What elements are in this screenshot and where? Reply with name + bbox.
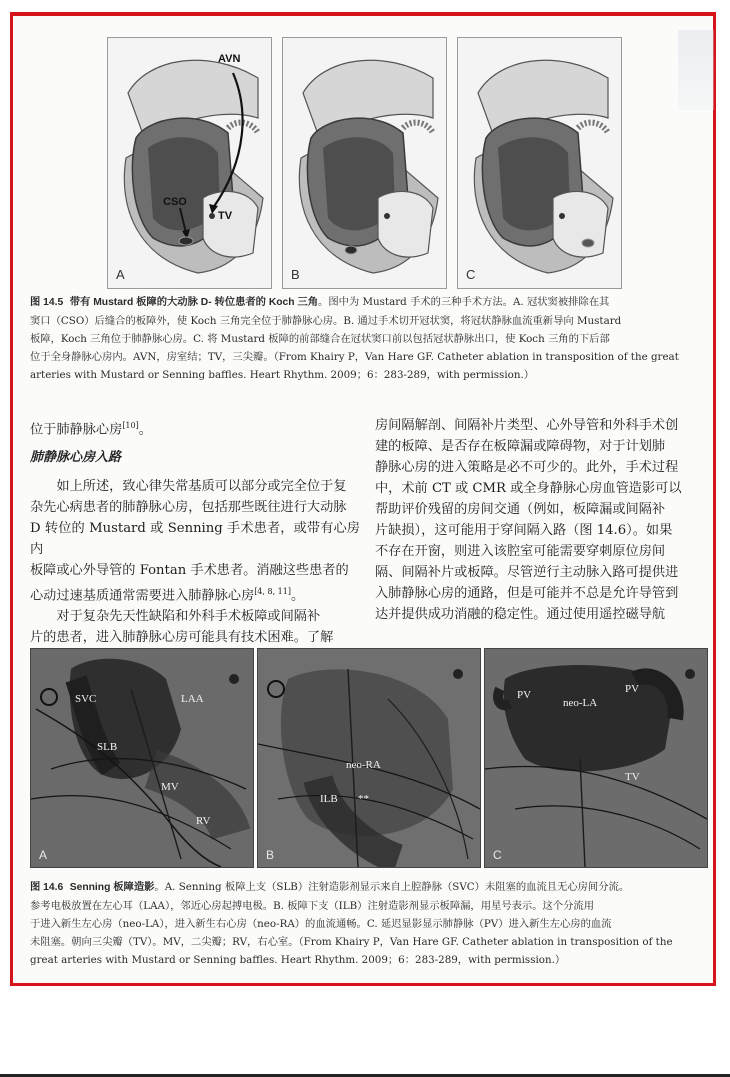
line: 对于复杂先天性缺陷和外科手术板障或间隔补 — [56, 609, 321, 625]
line: 帮助评价残留的房间交通（例如，板障漏或间隔补 — [375, 502, 666, 517]
panel-letter: A — [116, 267, 125, 282]
citation: [4, 8, 11] — [254, 587, 291, 596]
text: 。 — [290, 588, 305, 604]
figure-14-6-panel-b — [257, 648, 481, 868]
caption-line: 于进入新生左心房（neo-LA），进入新生右心房（neo-RA）的血流通畅。C. 延迟显影显示肺静脉（PV）进入新生左心房的血流 — [30, 918, 612, 930]
caption-text: 。图中为 Mustard 手术的三种手术方法。A. 冠状窦被排除在其 — [318, 296, 610, 308]
rv-label: RV — [196, 815, 211, 827]
citation: [10] — [122, 421, 139, 430]
line: 不存在开窗，则进入该腔室可能需要穿刺原位房间 — [375, 544, 666, 559]
left-paragraph-1 — [30, 476, 360, 648]
line: 房间隔解剖、间隔补片类型、心外导管和外科手术创 — [375, 418, 679, 433]
panel-letter: B — [291, 267, 300, 282]
caption-number: 图 14.6 — [30, 882, 64, 893]
line: 隔、间隔补片或板障。尽管逆行主动脉入路可提供进 — [375, 565, 679, 580]
ilb-label: ILB — [320, 793, 338, 805]
line: 如上所述，致心律失常基质可以部分或完全位于复 — [56, 479, 347, 494]
caption-title: Senning 板障造影 — [69, 882, 155, 893]
caption-number: 图 14.5 — [30, 297, 64, 308]
line: 杂先心病患者的肺静脉心房，包括那些既往进行大动脉 — [30, 500, 347, 515]
panel-letter: B — [266, 848, 275, 862]
line — [30, 581, 360, 606]
laa-label: LAA — [181, 693, 204, 705]
cso-label: CSO — [163, 196, 187, 208]
line: 片的患者，进入肺静脉心房可能具有技术困难。了解 — [30, 630, 334, 646]
figure-14-6-panel-c — [484, 648, 708, 868]
line: 建的板障、是否存在板障漏或障碍物，对于计划肺 — [375, 439, 666, 454]
line: 入肺静脉心房的通路，但是可能并不总是允许导管到 — [375, 586, 679, 601]
panel-letter: C — [493, 848, 502, 862]
neo-ra-label: neo-RA — [346, 759, 381, 771]
left-first-line — [30, 415, 360, 440]
tv-label: TV — [625, 771, 640, 783]
neo-la-label: neo-LA — [563, 697, 598, 709]
figure-14-6-panel-a — [30, 648, 254, 868]
caption-line: great arteries with Mustard or Senning baffles. Heart Rhythm. 2009；6：283-289，with permission.） — [30, 954, 566, 966]
caption-line: 板障，Koch 三角位于肺静脉心房。C. 将 Mustard 板障的前部缝合在冠状窦口前以包括冠状静脉出口，使 Koch 三角的下后部 — [30, 333, 610, 345]
figure-14-5-panel-b — [282, 37, 447, 289]
line: 板障或心外导管的 Fontan 手术患者。消融这些患者的 — [30, 563, 349, 578]
text: 。 — [138, 422, 152, 438]
line: 静脉心房的进入策略是必不可少的。此外，手术过程 — [375, 460, 679, 475]
figure-14-5 — [107, 37, 697, 287]
tv-label: TV — [218, 210, 233, 222]
pv-label-right: PV — [625, 683, 640, 695]
caption-line — [30, 293, 705, 312]
panel-letter: C — [466, 267, 476, 282]
line: 片缺损），这可能用于穿间隔入路（图 14.6）。如果 — [375, 523, 673, 538]
caption-text: 。A. Senning 板障上支（SLB）注射造影剂显示来自上腔静脉（SVC）未阻塞的血流且无心房间分流。 — [154, 881, 630, 893]
right-column — [375, 415, 705, 625]
figure-14-5-caption — [30, 293, 705, 384]
caption-line — [30, 878, 705, 897]
line: D 转位的 Mustard 或 Senning 手术患者，或带有心房内 — [30, 521, 360, 557]
text: 心动过速基质通常需要进入肺静脉心房 — [30, 588, 255, 604]
panel-letter: A — [39, 848, 48, 862]
caption-line: 未阻塞。朝向三尖瓣（TV）。MV，二尖瓣；RV，右心室。（From Khairy P，Van Hare GF. Catheter ablation in transposition of the — [30, 936, 673, 948]
line: 中，术前 CT 或 CMR 或全身静脉心房血管造影可以 — [375, 481, 682, 496]
caption-line: 参考电极放置在左心耳（LAA），邻近心房起搏电极。B. 板障下支（ILB）注射造影剂显示板障漏，用星号表示。这个分流用 — [30, 900, 594, 912]
caption-line: 窦口（CSO）后缝合的板障外，使 Koch 三角完全位于肺静脉心房。B. 通过手术切开冠状窦，将冠状静脉血流重新导向 Mustard — [30, 315, 622, 327]
slb-label: SLB — [97, 741, 118, 753]
section-heading: 肺静脉心房入路 — [30, 450, 122, 465]
avn-label: AVN — [218, 53, 241, 65]
figure-14-5-panel-a — [107, 37, 272, 289]
leak-stars: ** — [358, 793, 369, 805]
figure-14-6-caption — [30, 878, 705, 969]
pv-label-left: PV — [517, 689, 532, 701]
text: 位于肺静脉心房 — [30, 422, 123, 438]
mv-label: MV — [161, 781, 179, 793]
svc-label: SVC — [75, 693, 97, 705]
figure-14-5-panel-c — [457, 37, 622, 289]
caption-line: 位于全身静脉心房内。AVN，房室结；TV，三尖瓣。（From Khairy P，Van Hare GF. Catheter ablation in transposition of the great — [30, 351, 679, 363]
line: 达并提供成功消融的稳定性。通过使用遥控磁导航 — [375, 607, 666, 622]
caption-line: arteries with Mustard or Senning baffles. Heart Rhythm. 2009；6：283-289，with permission.） — [30, 369, 535, 381]
caption-title: 带有 Mustard 板障的大动脉 D- 转位患者的 Koch 三角 — [69, 297, 319, 308]
